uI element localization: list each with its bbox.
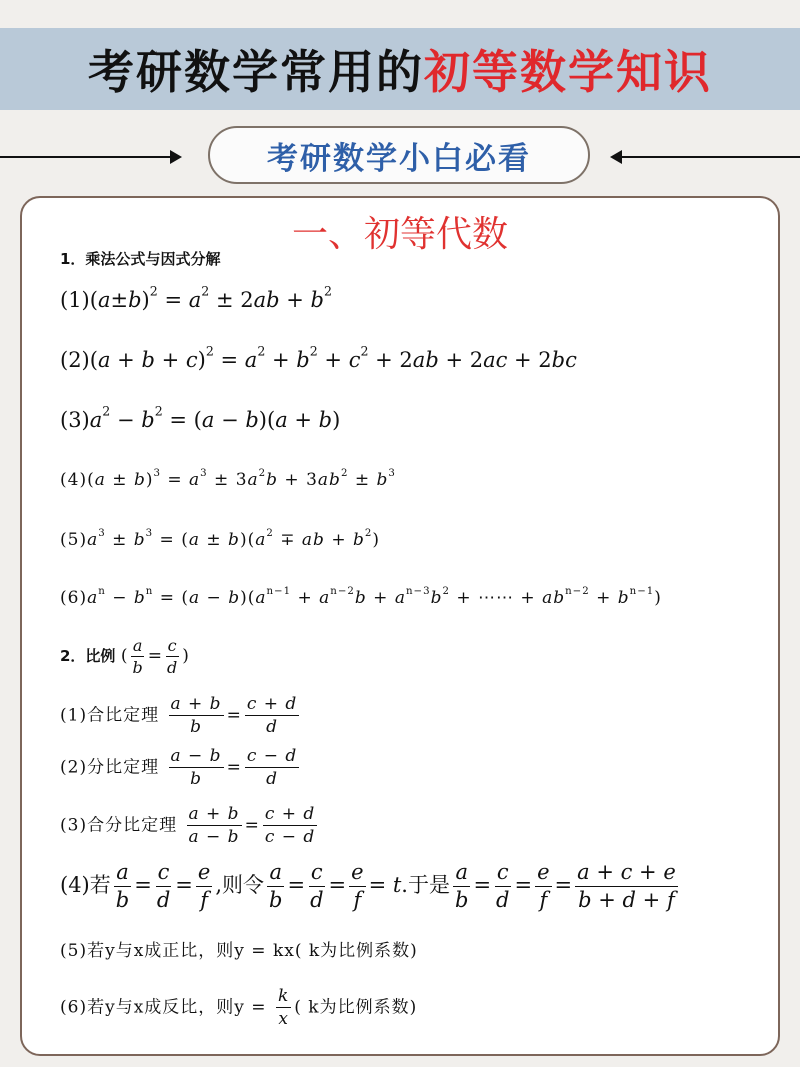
topic1-heading: 1．乘法公式与因式分解 [60, 250, 221, 268]
subtitle-row [0, 126, 800, 188]
formula-2: $(2)(a + b + c)^2 = a^2 + b^2 + c^2 + 2ab + 2ac + 2bc$ [60, 343, 577, 372]
title-banner [0, 28, 800, 110]
ratio-2: (2)分比定理 $\frac{a - b}{b}$ = $\frac{c - d}{d}$ [60, 746, 298, 790]
formula-6: $(6)a^n - b^n = (a - b)(a^{n-1} + a^{n-2}b + a^{n-3}b^2$ + ⋯⋯ + $ab^{n-2} + b^{n-1}$) [60, 585, 662, 608]
ratio-3: (3)合分比定理 $\frac{a + b}{a - b}$ = $\frac{c + d}{c - d}$ [60, 804, 316, 848]
ratio-5: (5)若y与x成正比，则y = kx( k为比例系数) [60, 941, 418, 961]
formula-5: $(5)a^3 \pm b^3 = (a \pm b)(a^2$ ∓ ab + $b^2$) [60, 527, 380, 550]
formula-3: $(3)a^2 - b^2 = (a - b)(a + b)$ [60, 403, 341, 432]
formula-1: $(1)(a\pm b)^2 = a^2 \pm 2ab + b^2$ [60, 283, 332, 312]
ratio-1: (1)合比定理 $\frac{a + b}{b}$ = $\frac{c + d}{d}$ [60, 694, 298, 738]
arrow-right-icon [0, 156, 178, 158]
arrow-left-icon [614, 156, 800, 158]
ratio-4: (4)若 $\frac{a}{b}$ = $\frac{c}{d}$ = $\frac{e}{f}$ ,则令 $\frac{a}{b}$ = $\frac{c}{d}$ = $\frac{e}{f}$ = t.于是 $\frac{a}{b}$ = $\frac{c}{d}$ = $\frac{e}{f}$ = $\frac{a + c + e}{b + d + f}$ [60, 860, 676, 913]
content-card [20, 196, 780, 1056]
section-title: 一、初等代数 [291, 214, 508, 255]
subtitle-pill: 考研数学小白必看 [208, 126, 590, 184]
title-part1: 考研数学常用的 [88, 45, 424, 99]
title-part2: 初等数学知识 [424, 45, 712, 99]
formula-4: $(4)(a \pm b)^3 = a^3 \pm 3a^2b + 3ab^2 \pm b^3$ [60, 467, 396, 490]
ratio-6: (6)若y与x成反比，则y = $\frac{k}{x}$ ( k为比例系数) [60, 986, 418, 1030]
topic2-heading-line: 2．比例 ( $\frac{a}{b}$ = $\frac{c}{d}$ ) [60, 636, 189, 678]
topic2-heading: 2．比例 [60, 647, 116, 666]
